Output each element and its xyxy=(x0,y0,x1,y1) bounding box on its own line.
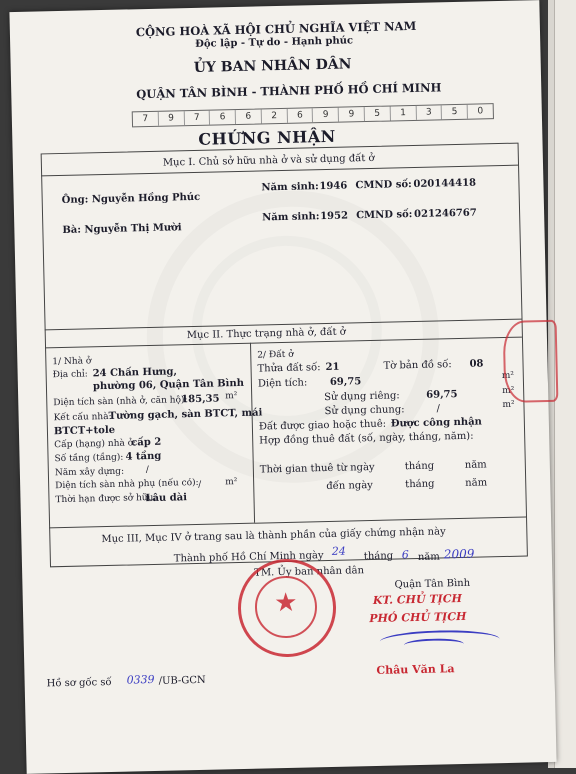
land-area-value: 69,75 xyxy=(329,376,362,388)
allocation-label: Đất được giao hoặc thuê: xyxy=(258,418,387,433)
district-name: QUẬN TÂN BÌNH - THÀNH PHỐ HỒ CHÍ MINH xyxy=(136,80,442,102)
floors-value: 4 tầng xyxy=(125,450,162,463)
lease-contract-label: Hợp đồng thuê đất (số, ngày, tháng, năm): xyxy=(259,430,474,447)
national-motto: Độc lập - Tự do - Hạnh phúc xyxy=(195,35,354,50)
parcel-value: 21 xyxy=(325,361,340,374)
house-address-line2: phường 06, Quận Tân Bình xyxy=(92,377,245,393)
structure-label: Kết cấu nhà: xyxy=(53,411,112,424)
footer-note: Mục III, Mục IV ở trang sau là thành phần của giấy chứng nhận này xyxy=(101,526,446,546)
structure-line2: BTCT+tole xyxy=(53,424,116,438)
signing-day: 24 xyxy=(331,544,346,558)
land-area-unit: m² xyxy=(501,370,515,382)
serial-digit: 0 xyxy=(477,106,484,117)
signing-district: Quận Tân Bình xyxy=(394,577,471,591)
lease-from-month-label: tháng xyxy=(404,460,435,473)
grade-label: Cấp (hạng) nhà ở: xyxy=(54,438,137,451)
serial-digit: 7 xyxy=(184,111,210,126)
file-number-label: Hồ sơ gốc số xyxy=(46,676,112,690)
year-built-value: / xyxy=(145,465,150,476)
common-use-value: / xyxy=(436,403,441,415)
section2-heading: Mục II. Thực trạng nhà ở, đất ở xyxy=(186,326,346,342)
serial-number xyxy=(132,103,494,127)
official-seal xyxy=(237,558,337,658)
on-behalf-label: TM. Ủy ban nhân dân xyxy=(254,565,365,579)
owner2-birth-label: Năm sinh: xyxy=(262,211,320,224)
position-line2: PHÓ CHỦ TỊCH xyxy=(369,609,467,626)
common-use-unit: m² xyxy=(502,399,515,411)
serial-digit: 6 xyxy=(210,110,236,125)
signing-month: 6 xyxy=(401,548,409,562)
signing-year-label: năm xyxy=(417,551,440,563)
lease-from-label: Thời gian thuê từ ngày xyxy=(259,461,375,476)
serial-digit: 5 xyxy=(442,105,468,120)
land-area-label: Diện tích: xyxy=(257,377,308,390)
lease-to-year-label: năm xyxy=(465,477,488,489)
owner2-id: 021246767 xyxy=(413,207,477,220)
private-use-value: 69,75 xyxy=(426,389,458,401)
house-address-label: Địa chỉ: xyxy=(52,369,88,381)
grade-value: cấp 2 xyxy=(131,436,162,449)
ownership-term-value: Lâu dài xyxy=(145,492,188,505)
seal-inner-ring xyxy=(254,575,317,638)
private-use-unit: m² xyxy=(502,385,515,397)
common-use-label: Sử dụng chung: xyxy=(324,404,405,418)
signing-month-label: tháng xyxy=(363,550,394,563)
country-name: CỘNG HOÀ XÃ HỘI CHỦ NGHĨA VIỆT NAM xyxy=(135,18,417,40)
lease-to-label: đến ngày xyxy=(326,479,374,493)
aux-area-label: Diện tích sàn nhà phụ (nếu có): xyxy=(55,477,199,492)
house-heading: 1/ Nhà ở xyxy=(52,356,92,368)
serial-digit: 7 xyxy=(133,112,159,127)
position-line1: KT. CHỦ TỊCH xyxy=(372,591,463,608)
floors-label: Số tầng (tầng): xyxy=(54,452,124,465)
serial-digit: 6 xyxy=(287,108,313,123)
section1-heading: Mục I. Chủ sở hữu nhà ở và sử dụng đất ở xyxy=(162,152,375,169)
owner2-name: Bà: Nguyễn Thị Mười xyxy=(62,222,182,236)
lease-to-month-label: tháng xyxy=(405,478,435,491)
owner2-birth: 1952 xyxy=(320,210,349,223)
floor-area-unit: m² xyxy=(225,391,238,402)
house-address-line1: 24 Chấn Hưng, xyxy=(92,366,178,380)
year-built-label: Năm xây dựng: xyxy=(54,466,125,479)
side-stamp xyxy=(503,320,559,403)
aux-area-unit: m² xyxy=(225,477,238,488)
aux-area-value: / xyxy=(198,479,202,490)
serial-digit: 9 xyxy=(313,108,339,123)
owner1-birth-label: Năm sinh: xyxy=(261,181,319,194)
signing-year: 2009 xyxy=(443,546,475,562)
serial-digit: 5 xyxy=(365,106,391,121)
owner1-id: 020144418 xyxy=(413,177,477,190)
file-number-suffix: /UB-GCN xyxy=(158,674,206,687)
signing-place: Thành phố Hồ Chí Minh ngày xyxy=(173,550,324,565)
serial-digit: 6 xyxy=(236,109,262,124)
serial-digit: 2 xyxy=(262,109,288,124)
serial-digit: 9 xyxy=(339,107,365,122)
certificate-page xyxy=(9,0,556,774)
file-number-value: 0339 xyxy=(126,672,155,687)
ownership-term-label: Thời hạn được sở hữu: xyxy=(55,492,157,506)
serial-digit: 3 xyxy=(416,105,442,120)
authority-name: ỦY BAN NHÂN DÂN xyxy=(193,56,352,76)
private-use-label: Sử dụng riêng: xyxy=(324,390,400,404)
star-icon: ★ xyxy=(273,587,298,619)
owner1-id-label: CMND số: xyxy=(355,179,412,192)
land-heading: 2/ Đất ở xyxy=(257,349,294,361)
floor-area-value: 185,35 xyxy=(181,393,220,406)
map-sheet-label: Tờ bản đồ số: xyxy=(383,359,452,372)
map-sheet-value: 08 xyxy=(469,358,484,370)
owner2-id-label: CMND số: xyxy=(356,209,413,222)
certificate-title: CHỨNG NHẬN xyxy=(198,126,336,149)
owner1-name: Ông: Nguyễn Hồng Phúc xyxy=(61,191,201,206)
signer-name: Châu Văn La xyxy=(376,662,455,677)
serial-digit: 9 xyxy=(159,111,185,126)
allocation-value: Được công nhận xyxy=(390,416,483,430)
floor-area-label: Diện tích sàn (nhà ở, căn hộ): xyxy=(53,395,188,409)
lease-from-year-label: năm xyxy=(464,459,487,471)
parcel-label: Thửa đất số: xyxy=(257,362,321,375)
owner1-birth: 1946 xyxy=(319,180,348,193)
structure-line1: Tường gạch, sàn BTCT, mái xyxy=(108,407,263,422)
serial-digit: 1 xyxy=(390,106,416,121)
